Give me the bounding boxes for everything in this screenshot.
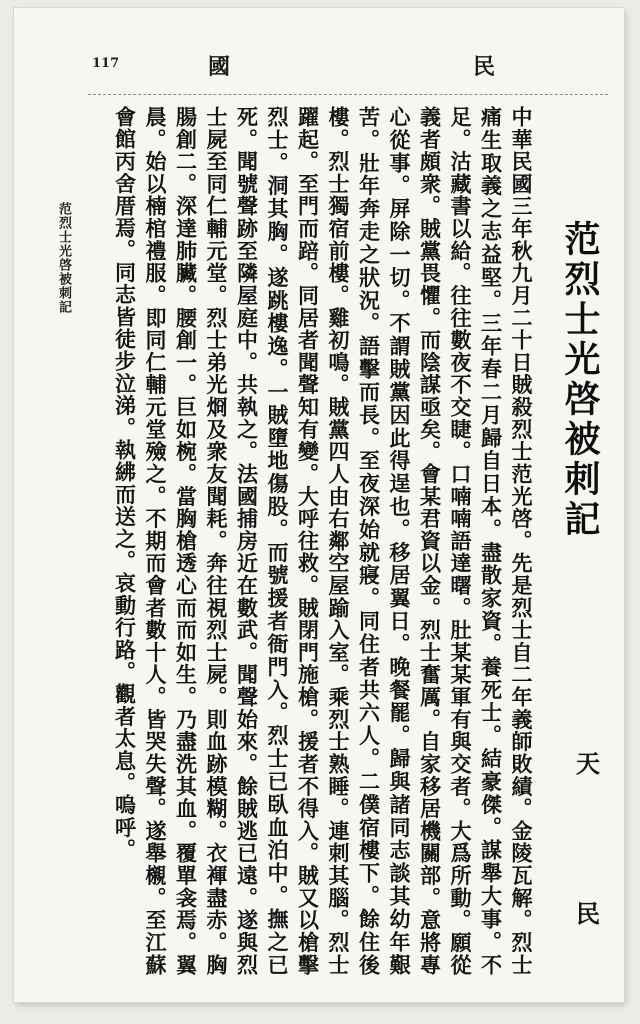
document-page: [14, 8, 624, 1002]
article-body-text: 中華民國三年秋九月二十日賊殺烈士范光啓。先是烈士自二年義師敗績。金陵瓦解。烈士痛生取義之志益堅。三年春二月歸自日本。盡散家資。養死士。結豪傑。謀舉大事。不足。沽藏書以給。往往數夜不交睫。口喃喃語達曙。肚某某軍有與交者。大爲所動。願從義者頗衆。賊黨畏懼。而陰謀亟矣。會某君資以金。烈士奮厲。自家移居機關部。意將專心從事。屏除一切。不謂賊黨因此得逞也。移居翼日。晚餐罷。歸與諸同志談其幼年艱苦。壯年奔走之狀況。語擊而長。至夜深始就寢。同住者共六人。二僕宿樓下。餘住後樓。烈士獨宿前樓。雞初鳴。賊黨四人由右鄰空屋踰入室。乘烈士熟睡。連刺其腦。烈士躍起。至門而踣。同居者聞聲知有變。大呼往救。賊閉門施槍。援者不得入。賊又以槍擊烈士。洞其胸。遂跳樓逸。一賊墮地傷股。而號援者衙門入。烈士已臥血泊中。撫之已死。聞號聲跡至隣屋庭中。共執之。法國捕房近在數武。聞聲始來。餘賊逃已遠。遂與烈士屍至同仁輔元堂。烈士弟光烱及衆友聞耗。奔往視烈士屍。則血跡模糊。衣褌盡赤。胸腸創二。深達肺臟。腰創一。巨如椀。當胸槍透心而而如生。乃盡洗其血。覆單衾焉。翼晨。始以楠棺禮服。即同仁輔元堂殮之。不期而會者數十人。皆哭失聲。遂舉櫬。至江蘇會館丙舍厝焉。同志皆徒步泣涕。執紼而送之。哀動行路。觀者太息。嗚呼。: [112, 106, 534, 976]
page-number: 117: [92, 56, 120, 71]
article-body: [109, 106, 536, 976]
journal-name-char-2: 民: [473, 54, 496, 80]
author-char-2: 民: [576, 899, 600, 928]
running-title: 范烈士光啓被刺記: [56, 202, 71, 314]
journal-name-char-1: 國: [208, 54, 231, 80]
article-title: 范烈士光啓被刺記: [559, 220, 601, 540]
author-char-1: 天: [576, 749, 600, 778]
page-header: [14, 8, 624, 98]
header-divider: [88, 94, 608, 95]
